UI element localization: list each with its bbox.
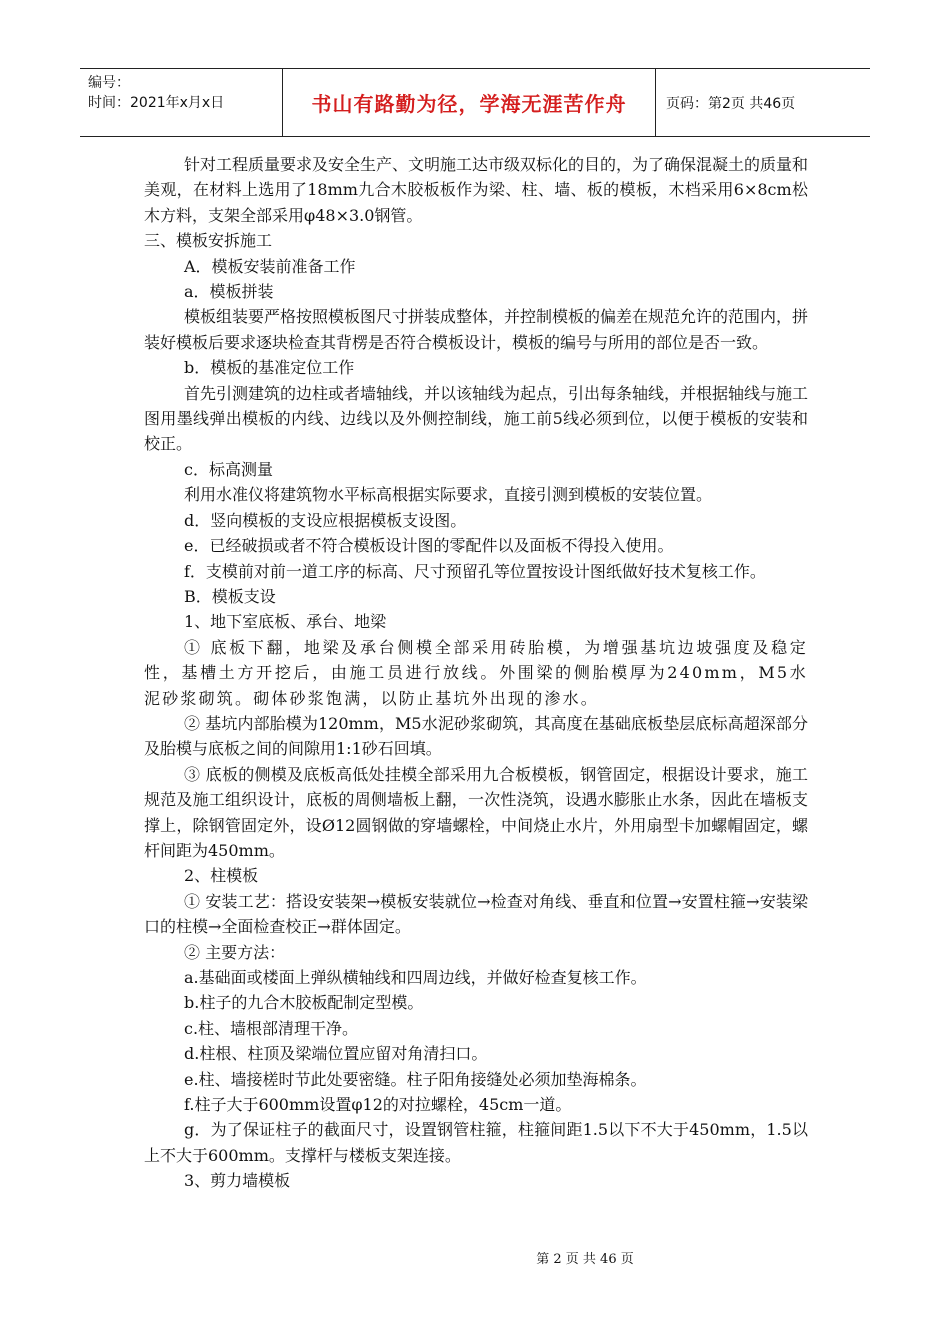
paragraph: 1、地下室底板、承台、地梁 [184, 612, 387, 632]
paragraph: f.柱子大于600mm设置φ12的对拉螺栓，45cm一道。 [184, 1095, 572, 1115]
motto-text: 书山有路勤为径，学海无涯苦作舟 [311, 92, 627, 116]
paragraph: a．模板拼装 [184, 282, 274, 302]
paragraph: 3、剪力墙模板 [184, 1171, 291, 1191]
paragraph: ③ 底板的侧模及底板高低处挂模全部采用九合板模板，钢管固定，根据设计要求，施工规范及施工组织设计，底板的周侧墙板上翻，一次性浇筑，设遇水膨胀止水条，因此在墙板支撑上，除钢管固定外，设Ø12圆钢做的穿墙螺栓，中间烧止水片，外用扇型卡加螺帽固定，螺杆间距为450mm。 [144, 764, 808, 860]
paragraph: 针对工程质量要求及安全生产、文明施工达市级双标化的目的，为了确保混凝土的质量和美观，在材料上选用了18mm九合木胶板板作为梁、柱、墙、板的模板，木档采用6×8cm松木方料，支架全部采用φ48×3.0钢管。 [144, 155, 809, 225]
page-footer: 第 2 页 共 46 页 [536, 1252, 634, 1267]
paragraph: f．支模前对前一道工序的标高、尺寸预留孔等位置按设计图纸做好技术复核工作。 [184, 561, 766, 581]
page-header [80, 68, 870, 137]
paragraph: ② 主要方法： [184, 942, 286, 962]
document-body [144, 152, 808, 1194]
paragraph: c.柱、墙根部清理干净。 [184, 1018, 359, 1038]
paragraph: ① 底板下翻，地梁及承台侧模全部采用砖胎模，为增强基坑边坡强度及稳定性，基槽土方开挖后，由施工员进行放线。外围梁的侧胎模厚为240mm，M5水泥砂浆砌筑。砌体砂浆饱满，以防止基坑外出现的渗水。 [144, 637, 808, 708]
paragraph: 模板组装要严格按照模板图尺寸拼装成整体，并控制模板的偏差在规范允许的范围内，拼装好模板后要求逐块检查其背楞是否符合模板设计，模板的编号与所用的部位是否一致。 [144, 307, 809, 352]
paragraph: ② 基坑内部胎模为120mm，M5水泥砂浆砌筑，其高度在基础底板垫层底标高超深部分及胎模与底板之间的间隙用1:1砂石回填。 [144, 713, 808, 759]
paragraph: d.柱根、柱顶及梁端位置应留对角清扫口。 [184, 1044, 488, 1064]
paragraph: A．模板安装前准备工作 [184, 256, 356, 276]
paragraph: g．为了保证柱子的截面尺寸，设置钢管柱箍，柱箍间距1.5以下不大于450mm，1.5以上不大于600mm。支撑杆与楼板支架连接。 [144, 1120, 808, 1165]
paragraph: 三、模板安拆施工 [144, 231, 273, 251]
paragraph: e．已经破损或者不符合模板设计图的零配件以及面板不得投入使用。 [184, 536, 674, 556]
header-motto [283, 69, 656, 136]
paragraph: ① 安装工艺：搭设安装架→模板安装就位→检查对角线、垂直和位置→安置柱箍→安装梁口的柱模→全面检查校正→群体固定。 [144, 891, 808, 937]
paragraph: d．竖向模板的支设应根据模板支设图。 [184, 510, 467, 530]
page-label: 页码：第2页 共46页 [666, 95, 796, 112]
paragraph: b.柱子的九合木胶板配制定型模。 [184, 993, 424, 1013]
paragraph: 2、柱模板 [184, 866, 259, 886]
paragraph: e.柱、墙接槎时节此处要密缝。柱子阳角接缝处必须加垫海棉条。 [184, 1069, 647, 1089]
time-label: 时间：2021年x月x日 [88, 95, 225, 111]
header-page-number [656, 69, 870, 136]
header-meta [80, 69, 283, 136]
paragraph: a.基础面或楼面上弹纵横轴线和四周边线，并做好检查复核工作。 [184, 968, 647, 987]
paragraph: 首先引测建筑的边柱或者墙轴线，并以该轴线为起点，引出每条轴线，并根据轴线与施工图用墨线弹出模板的内线、边线以及外侧控制线，施工前5线必须到位，以便于模板的安装和校正。 [144, 383, 809, 454]
paragraph: B．模板支设 [184, 586, 276, 606]
paragraph: 利用水准仪将建筑物水平标高根据实际要求，直接引测到模板的安装位置。 [184, 485, 713, 505]
paragraph: b．模板的基准定位工作 [184, 358, 355, 378]
paragraph: c．标高测量 [184, 459, 273, 479]
number-label: 编号： [88, 75, 130, 91]
